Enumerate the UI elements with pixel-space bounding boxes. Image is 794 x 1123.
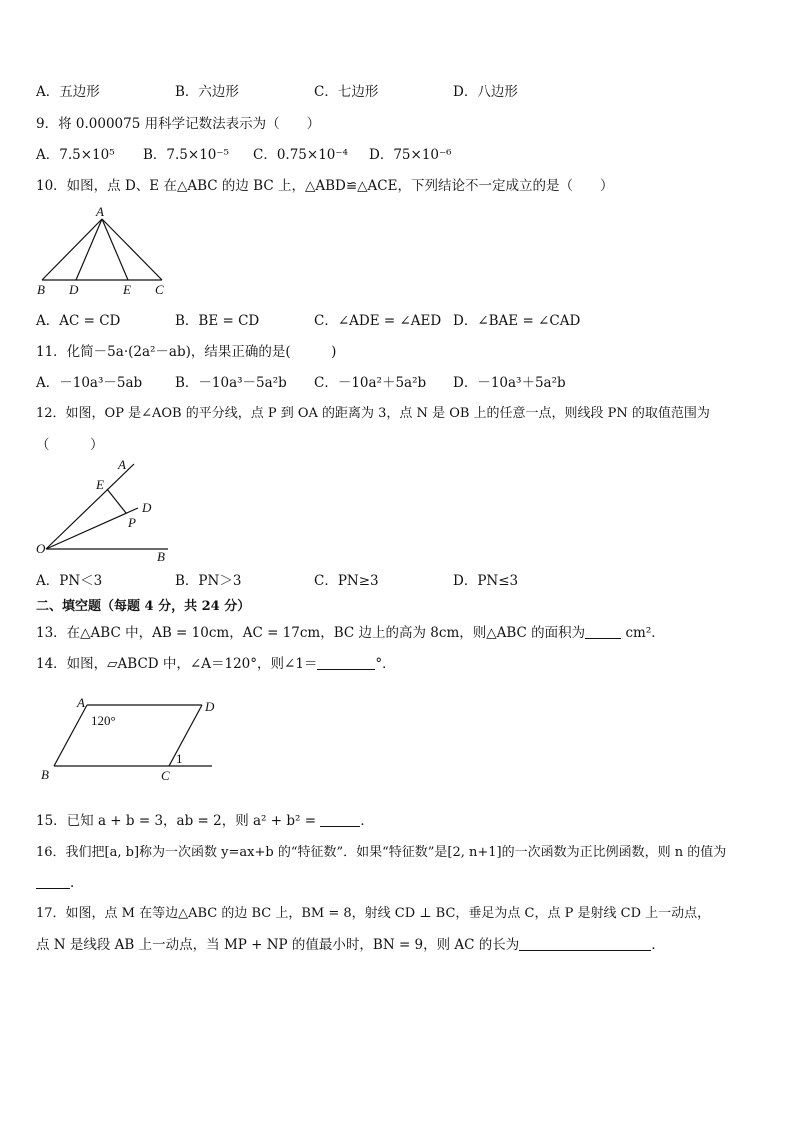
q15-answer-blank[interactable]	[320, 812, 360, 827]
q14-text: 14．如图，▱ABCD 中，∠A＝120°，则∠1＝	[36, 656, 318, 672]
q9-option-c: C．0.75×10⁻⁴	[253, 147, 348, 163]
q12-label-b: B	[157, 549, 165, 564]
q14-angle-1-label: 1	[176, 751, 183, 766]
q10-option-b: B．BE = CD	[175, 313, 260, 329]
q14-answer-blank[interactable]	[317, 655, 375, 670]
q14-label-b: B	[41, 767, 49, 782]
q12-stem-line2: （ ）	[36, 437, 104, 453]
q12-stem-line1: 12．如图，OP 是∠AOB 的平分线，点 P 到 OA 的距离为 3，点 N 是 OB 上的任意一点，则线段 PN 的取值范围为	[36, 406, 710, 421]
q9-option-b: B．7.5×10⁻⁵	[143, 147, 229, 163]
q17-end: ．	[651, 937, 665, 953]
q12-label-p: P	[128, 515, 136, 530]
q12-option-d: D．PN≤3	[453, 573, 519, 589]
q16-stem-line1: 16．我们把[a, b]称为一次函数 y=ax+b 的“特征数”．如果“特征数”是[2, n+1]的一次函数为正比例函数，则 n 的值为	[36, 845, 727, 860]
q12-option-c: C．PN≥3	[314, 573, 379, 589]
q10-option-d: D．∠BAE = ∠CAD	[453, 313, 581, 329]
q14-stem	[36, 655, 764, 673]
q16-stem-line2	[36, 874, 764, 892]
q9-option-a: A．7.5×10⁵	[36, 147, 115, 163]
q8-option-a: A．五边形	[36, 84, 100, 100]
q15-text: 15．已知 a + b = 3，ab = 2，则 a² + b² =	[36, 813, 321, 829]
q14-parallelogram-figure	[30, 693, 220, 783]
q12-label-o: O	[36, 541, 46, 556]
q14-degree: °．	[375, 656, 396, 672]
q14-label-c: C	[161, 768, 170, 783]
q10-option-a: A．AC = CD	[36, 313, 121, 329]
q10-label-a: A	[96, 204, 104, 219]
q13-unit: cm²．	[621, 625, 665, 641]
q12-label-d: D	[142, 500, 152, 515]
q16-answer-blank[interactable]	[36, 874, 70, 889]
q12-angle-bisector-figure	[30, 455, 180, 570]
q11-option-a: A．－10a³－5ab	[36, 375, 143, 391]
q10-label-e: E	[123, 282, 131, 297]
q10-stem: 10．如图，点 D、E 在△ABC 的边 BC 上，△ABD≌△ACE，下列结论不一定成立的是（ ）	[36, 178, 614, 194]
q12-option-b: B．PN＞3	[175, 573, 242, 589]
q8-option-b: B．六边形	[175, 84, 239, 100]
q13-stem	[36, 624, 764, 642]
q12-label-e: E	[96, 477, 104, 492]
q10-label-c: C	[155, 282, 164, 297]
q10-label-d: D	[69, 282, 79, 297]
q17-stem-line1: 17．如图，点 M 在等边△ABC 的边 BC 上，BM = 8，射线 CD ⊥ BC，垂足为点 C，点 P 是射线 CD 上一动点，	[36, 906, 711, 921]
q17-stem-line2	[36, 936, 764, 954]
q13-answer-blank[interactable]	[585, 624, 621, 639]
q10-triangle-figure	[30, 203, 180, 298]
q11-option-d: D．－10a³＋5a²b	[453, 375, 566, 391]
q11-stem: 11．化简－5a·(2a²－ab)，结果正确的是( )	[36, 344, 337, 360]
q16-end: ．	[70, 875, 84, 891]
q13-text: 13．在△ABC 中，AB = 10cm，AC = 17cm，BC 边上的高为 8cm，则△ABC 的面积为	[36, 625, 586, 641]
q12-option-a: A．PN＜3	[36, 573, 103, 589]
q15-end: ．	[360, 813, 374, 829]
q11-option-b: B．－10a³－5a²b	[175, 375, 287, 391]
q8-option-d: D．八边形	[453, 84, 518, 100]
q9-option-d: D．75×10⁻⁶	[369, 147, 452, 163]
q11-option-c: C．－10a²＋5a²b	[314, 375, 427, 391]
section-heading: 二、填空题（每题 4 分，共 24 分）	[36, 599, 251, 614]
q10-label-b: B	[37, 282, 45, 297]
q17-answer-blank[interactable]	[519, 936, 651, 951]
q8-option-c: C．七边形	[314, 84, 379, 100]
q17-text: 点 N 是线段 AB 上一动点，当 MP + NP 的值最小时，BN = 9，则 AC 的长为	[36, 937, 520, 953]
q12-label-a: A	[118, 457, 126, 472]
q14-angle-120-label: 120°	[91, 713, 116, 728]
q9-stem: 9．将 0.000075 用科学记数法表示为（ ）	[36, 116, 321, 132]
q10-option-c: C．∠ADE = ∠AED	[314, 313, 442, 329]
q14-label-a: A	[77, 695, 85, 710]
q15-stem	[36, 812, 764, 830]
q14-label-d: D	[205, 699, 215, 714]
